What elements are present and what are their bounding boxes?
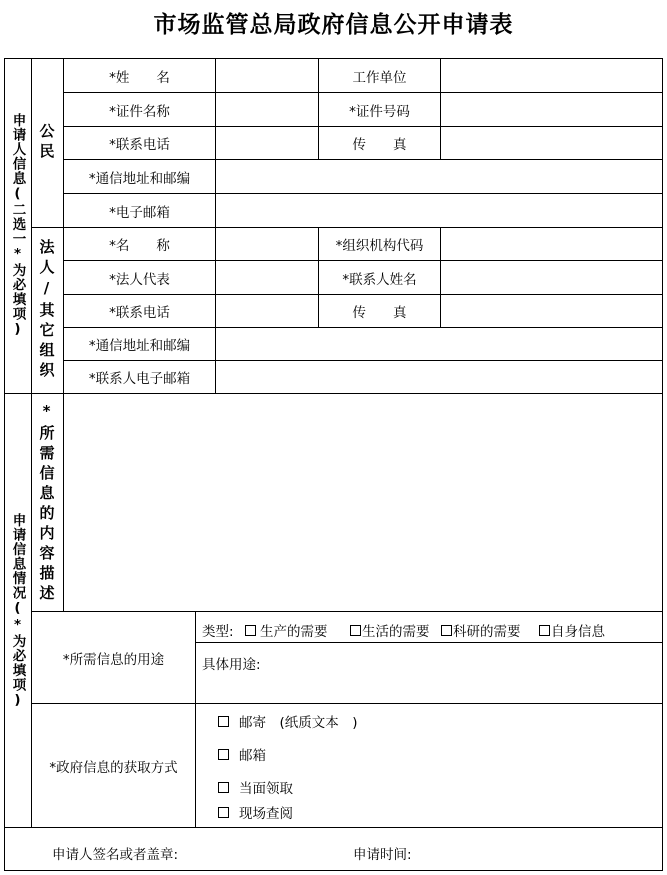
method-option-email[interactable]: [218, 745, 266, 763]
application-time-field[interactable]: [420, 836, 650, 866]
citizen-id-number-label: *证件号码: [349, 103, 410, 120]
org-name-field[interactable]: [216, 228, 318, 260]
section-divider: [4, 827, 663, 828]
checkbox-icon[interactable]: [218, 716, 229, 727]
org-address-label: *通信地址和邮编: [88, 338, 191, 354]
option-label: 自身信息: [551, 624, 605, 640]
application-time-label: 申请时间:: [353, 847, 412, 863]
citizen-email-field[interactable]: [216, 194, 662, 227]
citizen-name-field[interactable]: [216, 59, 318, 92]
org-phone-field[interactable]: [216, 295, 318, 327]
content-description-field[interactable]: [64, 394, 662, 610]
org-contact-name-label: *联系人姓名: [342, 271, 417, 288]
checkbox-icon[interactable]: [218, 782, 229, 793]
org-code-field[interactable]: [441, 228, 662, 260]
checkbox-icon[interactable]: [218, 807, 229, 818]
applicant-info-section-label: 申请人信息(二选一*为必填项): [9, 113, 26, 338]
signature-label: 申请人签名或者盖章:: [52, 847, 179, 863]
option-label: 邮箱: [239, 748, 266, 764]
org-contact-email-label: *联系人电子邮箱: [88, 371, 191, 387]
citizen-work-unit-label: 工作单位: [352, 69, 407, 86]
org-phone-label: *联系电话: [109, 305, 170, 321]
org-name-label: *名 称: [109, 238, 170, 254]
acquisition-method-label: *政府信息的获取方式: [49, 759, 178, 776]
citizen-name-label: *姓 名: [109, 69, 170, 86]
checkbox-icon[interactable]: [350, 625, 361, 636]
citizen-address-label: *通信地址和邮编: [88, 170, 191, 187]
content-description-label: *所需信息的内容描述: [37, 401, 56, 605]
org-group-label: 法人/其它组织: [37, 239, 56, 382]
citizen-phone-field[interactable]: [216, 127, 318, 159]
org-legal-rep-label: *法人代表: [109, 271, 170, 288]
checkbox-icon[interactable]: [245, 625, 256, 636]
form-title: 市场监管总局政府信息公开申请表: [153, 11, 514, 38]
method-option-in-person[interactable]: [218, 778, 293, 796]
method-option-mail[interactable]: [218, 712, 358, 730]
citizen-group-label: 公民: [37, 123, 56, 163]
citizen-id-type-field[interactable]: [216, 93, 318, 126]
citizen-id-number-field[interactable]: [441, 93, 662, 126]
org-contact-name-field[interactable]: [441, 261, 662, 294]
specific-use-field[interactable]: [196, 643, 662, 703]
org-code-label: *组织机构代码: [335, 238, 424, 254]
option-label: 现场查阅: [239, 806, 293, 822]
option-label: 邮寄 (纸质文本 ): [239, 715, 358, 731]
citizen-address-field[interactable]: [216, 160, 662, 193]
option-label: 生产的需要: [260, 624, 328, 640]
method-option-onsite[interactable]: [218, 803, 293, 821]
checkbox-icon[interactable]: [539, 625, 550, 636]
purpose-type-option-life[interactable]: [350, 621, 430, 639]
option-label: 当面领取: [239, 781, 293, 797]
org-fax-label: 传 真: [352, 305, 407, 321]
checkbox-icon[interactable]: [218, 749, 229, 760]
purpose-type-option-production[interactable]: [245, 621, 328, 639]
citizen-work-unit-field[interactable]: [441, 59, 662, 92]
citizen-id-type-label: *证件名称: [109, 103, 170, 120]
citizen-phone-label: *联系电话: [109, 137, 170, 153]
citizen-fax-field[interactable]: [441, 127, 662, 159]
org-legal-rep-field[interactable]: [216, 261, 318, 294]
org-contact-email-field[interactable]: [216, 361, 662, 393]
signature-field[interactable]: [190, 836, 340, 866]
org-address-field[interactable]: [216, 328, 662, 360]
checkbox-icon[interactable]: [441, 625, 452, 636]
option-label: 生活的需要: [362, 624, 430, 640]
org-fax-field[interactable]: [441, 295, 662, 327]
citizen-fax-label: 传 真: [352, 137, 407, 153]
request-info-section-label: 申请信息情况(*为必填项): [9, 512, 26, 709]
purpose-type-option-self[interactable]: [539, 621, 605, 639]
specific-use-label: 具体用途:: [202, 657, 261, 673]
purpose-label: *所需信息的用途: [62, 651, 165, 668]
purpose-type-option-research[interactable]: [441, 621, 521, 639]
option-label: 科研的需要: [453, 624, 521, 640]
citizen-email-label: *电子邮箱: [109, 204, 170, 221]
purpose-type-prefix: 类型:: [202, 624, 234, 640]
